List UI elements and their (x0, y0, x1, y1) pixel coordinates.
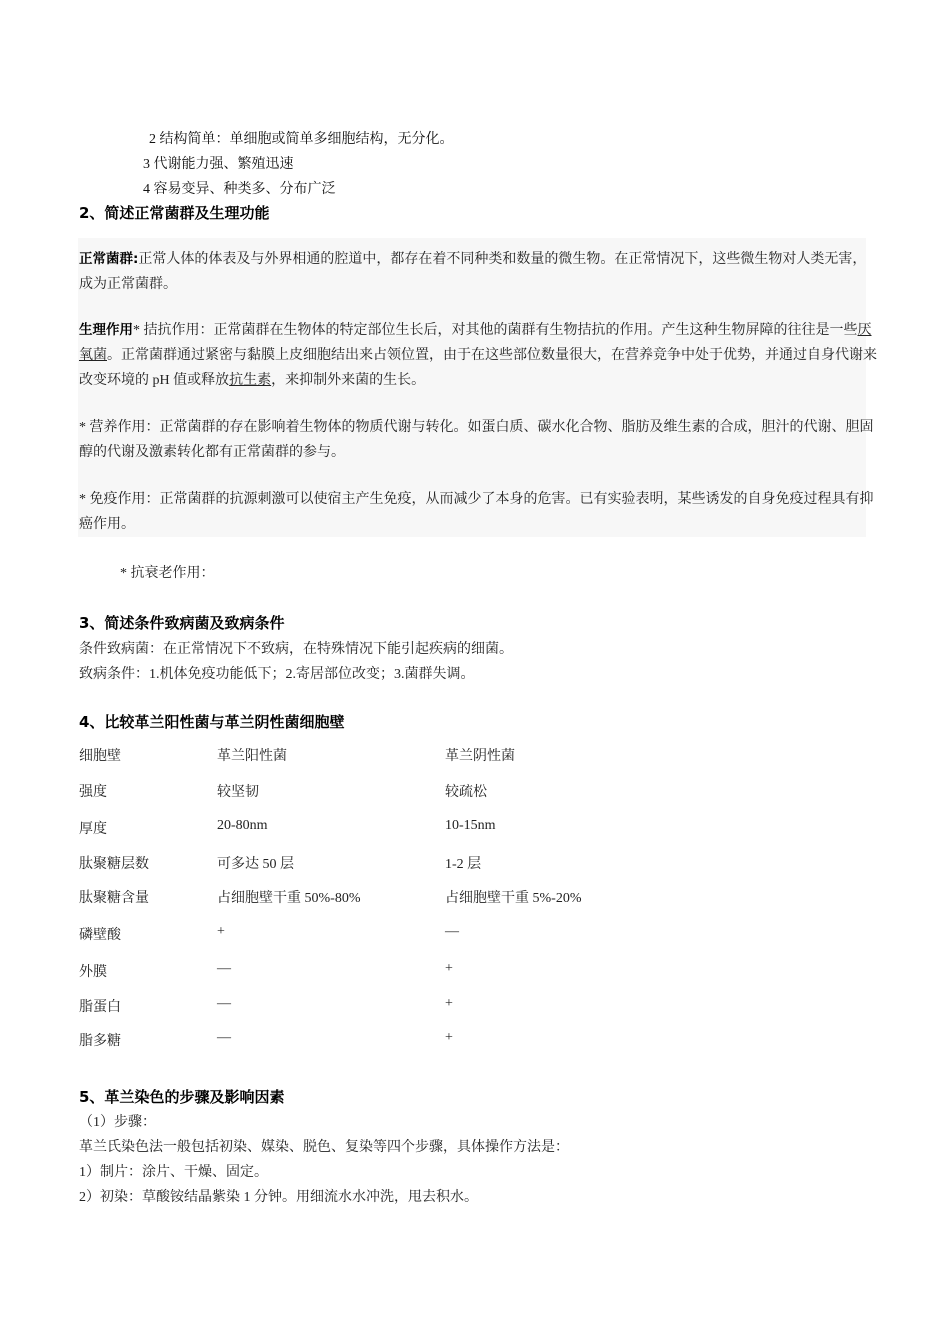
table-cell: 脂多糖 (79, 1034, 121, 1049)
list-item: 3 代谢能力强、繁殖迅速 (143, 157, 294, 172)
text-line: 革兰氏染色法一般包括初染、媒染、脱色、复染等四个步骤，具体操作方法是： (79, 1140, 569, 1155)
link-anaerobe[interactable]: 厌氧菌 (79, 323, 872, 363)
table-cell: 外膜 (79, 965, 107, 980)
link-antibiotic[interactable]: 抗生素 (229, 373, 272, 388)
table-cell: 肽聚糖层数 (79, 857, 149, 872)
table-cell: 1-2 层 (445, 857, 482, 872)
table-cell: + (445, 996, 453, 1011)
table-cell: 较疏松 (445, 785, 487, 800)
table-cell: — (217, 1030, 231, 1045)
paragraph-immunity: * 免疫作用：正常菌群的抗源刺激可以使宿主产生免疫，从而减少了本身的危害。已有实验表明，某些诱发的自身免疫过程具有抑癌作用。 (79, 492, 874, 532)
table-cell: 脂蛋白 (79, 1000, 121, 1015)
paragraph-normal-flora (79, 247, 879, 297)
text-line: 1）制片：涂片、干燥、固定。 (79, 1165, 268, 1180)
table-cell: 革兰阴性菌 (445, 749, 515, 764)
text-line: 致病条件：1.机体免疫功能低下；2.寄居部位改变；3.菌群失调。 (79, 667, 475, 682)
table-cell: 革兰阳性菌 (217, 749, 287, 764)
table-cell: + (445, 961, 453, 976)
text-line: （1）步骤： (79, 1115, 156, 1130)
table-cell: 可多达 50 层 (217, 857, 294, 872)
table-cell: — (445, 924, 459, 939)
paragraph-text: 。正常菌群通过紧密与黏膜上皮细胞结出来占领位置，由于在这些部位数量很大，在营养竞争中处于优势，并通过自身代谢来改变环境的 pH 值或释放 (79, 348, 877, 388)
table-cell: 占细胞壁干重 50%-80% (217, 891, 361, 906)
table-cell: 10-15nm (445, 818, 496, 833)
table-cell: 磷壁酸 (79, 928, 121, 943)
table-cell: + (217, 924, 225, 939)
table-cell: 细胞壁 (79, 749, 121, 764)
paragraph-text: 正常人体的体表及与外界相通的腔道中，都存在着不同种类和数量的微生物。在正常情况下，这些微生物对人类无害，成为正常菌群。 (79, 252, 867, 292)
paragraph-text: ，来抑制外来菌的生长。 (271, 373, 426, 388)
text-line: 2）初染：草酸铵结晶紫染 1 分钟。用细流水水冲洗，甩去积水。 (79, 1190, 478, 1205)
list-item: 2 结构简单：单细胞或简单多细胞结构，无分化。 (149, 132, 454, 147)
list-item: 4 容易变异、种类多、分布广泛 (143, 182, 336, 197)
table-cell: 强度 (79, 785, 107, 800)
section-heading: 5、革兰染色的步骤及影响因素 (79, 1088, 285, 1106)
table-cell: 厚度 (79, 822, 107, 837)
table-cell: + (445, 1030, 453, 1045)
paragraph-text: * 拮抗作用：正常菌群在生物体的特定部位生长后，对其他的菌群有生物拮抗的作用。产生这种生物屏障的往往是一些 (133, 323, 858, 338)
paragraph-nutrition: * 营养作用：正常菌群的存在影响着生物体的物质代谢与转化。如蛋白质、碳水化合物、脂肪及维生素的合成，胆汁的代谢、胆固醇的代谢及激素转化都有正常菌群的参与。 (79, 420, 874, 460)
table-cell: 较坚韧 (217, 785, 259, 800)
section-heading: 4、比较革兰阳性菌与革兰阴性菌细胞壁 (79, 713, 345, 731)
paragraph-anti-aging: * 抗衰老作用： (120, 566, 215, 581)
table-cell: 20-80nm (217, 818, 268, 833)
table-cell: 占细胞壁干重 5%-20% (445, 891, 582, 906)
table-cell: 肽聚糖含量 (79, 891, 149, 906)
term-label: 生理作用 (79, 322, 133, 338)
table-cell: — (217, 961, 231, 976)
section-heading: 3、简述条件致病菌及致病条件 (79, 614, 285, 632)
paragraph-physiology (79, 318, 879, 393)
term-label: 正常菌群: (79, 251, 139, 267)
text-line: 条件致病菌：在正常情况下不致病，在特殊情况下能引起疾病的细菌。 (79, 642, 513, 657)
section-heading: 2、简述正常菌群及生理功能 (79, 204, 270, 222)
table-cell: — (217, 996, 231, 1011)
